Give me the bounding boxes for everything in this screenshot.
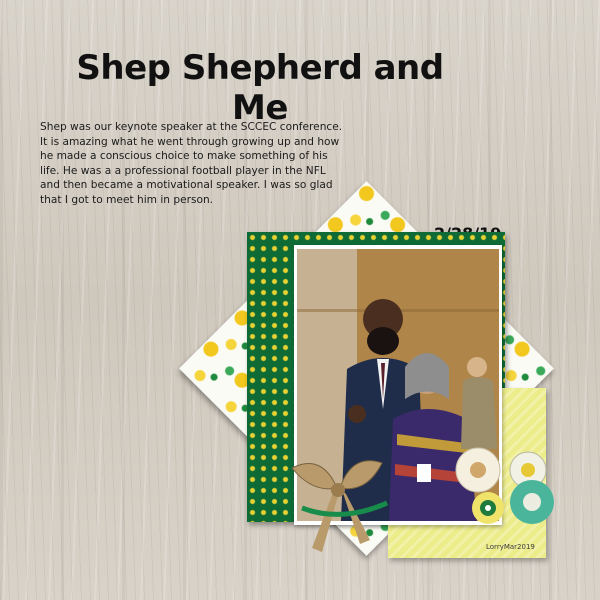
ribbon-bow-icon xyxy=(282,448,392,558)
journal-text: Shep was our keynote speaker at the SCCEC conference. It is amazing what he went through growing up and how he made a conscious choice to make something of his life. He was a a professional football player in the NFL and then became a motivational speaker. I was so glad that I got to meet him in person. xyxy=(40,121,343,206)
flower-cluster-icon xyxy=(448,440,558,540)
designer-credit: LorryMar2019 xyxy=(486,543,535,551)
page-title: Shep Shepherd and Me xyxy=(76,48,444,128)
